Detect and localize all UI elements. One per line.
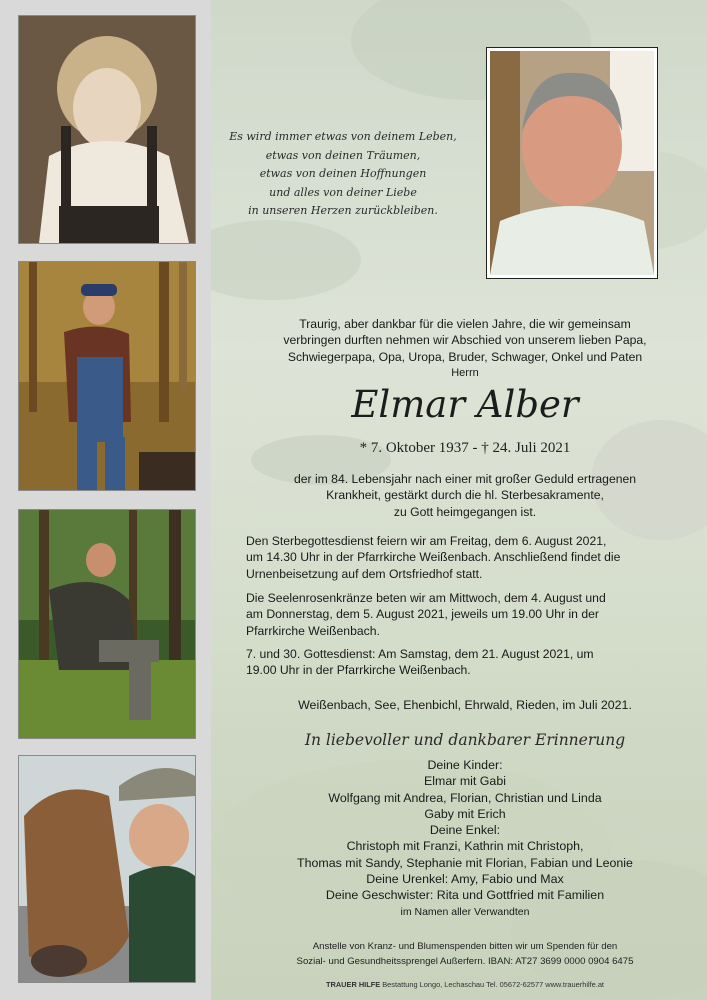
rosary-text [246,590,666,639]
intro-line: Schwiegerpapa, Opa, Uropa, Bruder, Schwager, Onkel und Paten [287,349,643,364]
service-line: 19.00 Uhr in der Pfarrkirche Weißenbach. [246,663,471,678]
quote-line: und alles von deiner Liebe [269,185,417,199]
siblings-entry: Deine Geschwister: Rita und Gottfried mit Familien [325,888,605,903]
intro-line: verbringen durften nehmen wir Abschied von unserem lieben Papa, [283,333,647,348]
donation-note [240,940,690,969]
footer-brand: TRAUER HILFE [325,980,381,989]
quote-line: in unseren Herzen zurückbleiben. [248,204,438,217]
funeral-service-text [246,533,666,582]
portrait-photo [486,47,658,279]
service-line: Die Seelenrosenkränze beten wir am Mittwoch, dem 4. August und [246,591,606,605]
memorial-quote [218,128,468,221]
donation-line: Sozial- und Gesundheitssprengel Außerfern. IBAN: AT27 3699 0000 0904 6475 [296,955,634,967]
footer-text: Bestattung Longo, Lechaschau Tel. 05672-62577 www.trauerhilfe.at [382,980,604,989]
grandchildren-label: Deine Enkel: [429,823,501,838]
memory-heading: In liebevoller und dankbarer Erinnerung [304,731,626,749]
deceased-name: Elmar Alber [351,383,579,426]
service-line: um 14.30 Uhr in der Pfarrkirche Weißenbach. Anschließend findet die [246,550,621,565]
death-line: Krankheit, gestärkt durch die hl. Sterbesakramente, [326,488,604,503]
children-label: Deine Kinder: [427,758,503,772]
family-list [240,757,690,920]
place-and-date: Weißenbach, See, Ehenbichl, Ehrwald, Rieden, im Juli 2021. [298,698,632,712]
childhood-photo [18,15,196,244]
quote-line: Es wird immer etwas von deinem Leben, [229,130,457,143]
family-entry: Gaby mit Erich [424,806,506,821]
relatives-entry: im Namen aller Verwandten [400,905,530,918]
donation-line: Anstelle von Kranz- und Blumenspenden bitten wir um Spenden für den [312,941,618,952]
resting-in-forest-photo [18,509,196,739]
death-line: zu Gott heimgegangen ist. [393,504,537,519]
announcement-intro [240,316,690,382]
service-line: 7. und 30. Gottesdienst: Am Samstag, dem 21. August 2021, um [246,647,594,661]
funeral-home-footer [240,980,690,989]
family-entry: Elmar mit Gabi [424,774,506,789]
service-line: am Donnerstag, dem 5. August 2021, jeweils um 19.00 Uhr in der [246,607,599,622]
memorial-mass-text [246,646,666,679]
forest-worker-photo [18,261,196,491]
life-dates: * 7. Oktober 1937 - † 24. Juli 2021 [359,440,571,456]
family-entry: Wolfgang mit Andrea, Florian, Christian und Linda [328,790,602,805]
man-with-cow-photo [18,755,196,983]
quote-line: etwas von deinen Hoffnungen [259,167,427,180]
death-text [240,471,690,520]
intro-line: Herrn [451,367,479,380]
death-line: der im 84. Lebensjahr nach einer mit großer Geduld ertragenen [293,472,637,486]
service-line: Urnenbeisetzung auf dem Ortsfriedhof statt. [246,566,483,581]
service-line: Den Sterbegottesdienst feiern wir am Freitag, dem 6. August 2021, [246,534,607,548]
family-entry: Thomas mit Sandy, Stephanie mit Florian, Fabian und Leonie [297,855,633,870]
service-line: Pfarrkirche Weißenbach. [246,623,380,638]
quote-line: etwas von deinen Träumen, [265,148,421,162]
family-entry: Christoph mit Franzi, Kathrin mit Christoph, [346,839,584,854]
intro-line: Traurig, aber dankbar für die vielen Jahre, die wir gemeinsam [299,317,631,331]
great-grandchildren-entry: Deine Urenkel: Amy, Fabio und Max [366,872,564,887]
